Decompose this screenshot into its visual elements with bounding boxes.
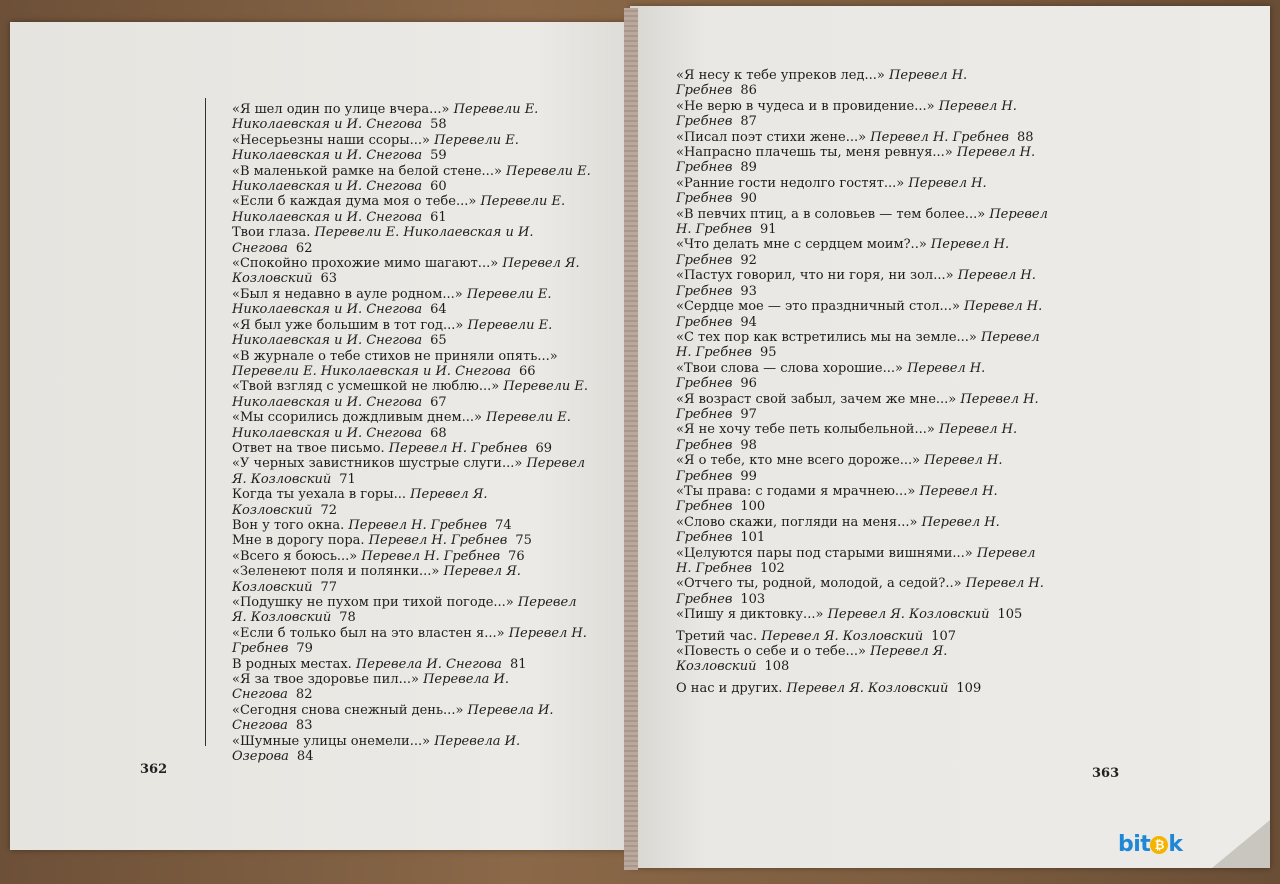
page-reference: 105 xyxy=(997,607,1023,623)
poem-title: «Спокойно прохожие мимо шагают...» xyxy=(232,256,499,272)
translator-credit: Перевели Е. Николаевская и И. Снегова xyxy=(232,194,566,225)
translator-credit: Перевели Е. Николаевская и И. Снегова xyxy=(232,317,553,349)
page-reference: 88 xyxy=(1016,129,1034,145)
translator-credit: Перевел Н. Гребнев xyxy=(676,206,1048,238)
watermark-text-suffix: k xyxy=(1168,832,1183,857)
translator-credit: Перевел Н. Гребнев xyxy=(232,625,587,657)
page-reference: 69 xyxy=(535,440,553,456)
toc-entry xyxy=(232,287,592,318)
toc-entry xyxy=(232,672,592,703)
poem-title: «Сегодня снова снежный день...» xyxy=(232,702,464,718)
poem-title: «Сердце мое — это праздничный стол...» xyxy=(676,299,960,315)
poem-title: «Был я недавно в ауле родном...» xyxy=(232,286,463,302)
toc-entry xyxy=(676,515,1048,546)
poem-title: «Напрасно плачешь ты, меня ревнуя...» xyxy=(676,145,953,161)
toc-entry xyxy=(676,546,1048,577)
toc-entry xyxy=(676,607,1048,622)
translator-credit: Перевел Н. Гребнев xyxy=(676,360,986,392)
page-reference: 75 xyxy=(515,533,532,549)
poem-title: Когда ты уехала в горы... xyxy=(232,487,406,503)
translator-credit: Перевели Е. Николаевская и И. Снегова xyxy=(232,286,552,318)
toc-entry xyxy=(676,207,1048,238)
poem-title: «Повесть о себе и о тебе...» xyxy=(676,644,866,660)
translator-credit: Перевела И. Снегова xyxy=(232,702,554,734)
page-reference: 65 xyxy=(430,333,447,349)
poem-title: «Я несу к тебе упреков лед...» xyxy=(676,68,885,83)
toc-entry xyxy=(232,533,592,548)
page-reference: 99 xyxy=(740,468,757,484)
translator-credit: Перевел Н. Гребнев xyxy=(870,129,1009,145)
page-reference: 67 xyxy=(430,394,447,410)
poem-title: «Что делать мне с сердцем моим?..» xyxy=(676,237,927,253)
poem-title: «В певчих птиц, а в соловьев — тем более...» xyxy=(676,206,986,222)
translator-credit: Перевел Н. Гребнев xyxy=(676,175,987,207)
poem-title: «В журнале о тебе стихов не приняли опять...» xyxy=(232,348,558,364)
toc-entry xyxy=(232,564,592,595)
toc-entry xyxy=(676,237,1048,268)
translator-credit: Перевел Н. Гребнев xyxy=(348,517,488,533)
poem-title: «Слово скажи, погляди на меня...» xyxy=(676,514,918,530)
translator-credit: Перевела И. Озерова xyxy=(232,733,521,765)
poem-title: «Шумные улицы онемели...» xyxy=(232,733,431,749)
translator-credit: Перевел Н. Гребнев xyxy=(676,422,1018,453)
translator-credit: Перевел Н. Гребнев xyxy=(676,98,1017,130)
toc-entry xyxy=(676,644,1048,675)
page-reference: 100 xyxy=(740,499,766,515)
toc-entry xyxy=(232,225,592,256)
translator-credit: Перевел Н. Гребнев xyxy=(676,237,1010,268)
page-reference: 82 xyxy=(295,687,313,703)
page-reference: 83 xyxy=(295,718,313,734)
translator-credit: Перевел Я. Козловский xyxy=(786,680,949,696)
toc-entry xyxy=(232,487,592,518)
page-reference: 90 xyxy=(740,191,757,207)
translator-credit: Перевели Е. Николаевская и И. Снегова xyxy=(232,379,589,410)
page-reference: 108 xyxy=(764,659,790,675)
page-reference: 109 xyxy=(956,680,982,696)
poem-title: «Я о тебе, кто мне всего дороже...» xyxy=(676,453,921,469)
page-reference: 76 xyxy=(508,548,525,564)
poem-title: «С тех пор как встретились мы на земле...» xyxy=(676,329,977,345)
poem-title: Мне в дорогу пора. xyxy=(232,533,365,549)
toc-entry xyxy=(232,518,592,533)
page-reference: 74 xyxy=(495,517,512,533)
page-reference: 102 xyxy=(759,561,785,576)
page-reference: 62 xyxy=(295,240,313,256)
page-reference: 71 xyxy=(339,471,356,487)
poem-title: «Всего я боюсь...» xyxy=(232,548,358,564)
translator-credit: Перевел Я. Козловский xyxy=(232,595,577,626)
poem-title: «Мы ссорились дождливым днем...» xyxy=(232,410,482,426)
translator-credit: Перевел Н. Гребнев xyxy=(676,483,998,515)
poem-title: «Зеленеют поля и полянки...» xyxy=(232,564,440,580)
translator-credit: Перевела И. Снегова xyxy=(355,656,502,672)
toc-entry xyxy=(232,256,592,287)
translator-credit: Перевел Н. Гребнев xyxy=(388,440,528,456)
toc-entry xyxy=(232,410,592,441)
toc-entry xyxy=(232,164,592,195)
translator-credit: Перевел Н. Гребнев xyxy=(361,548,501,564)
page-reference: 98 xyxy=(740,437,757,453)
toc-entry xyxy=(232,441,592,456)
page-reference: 77 xyxy=(320,579,337,595)
poem-title: «Писал поэт стихи жене...» xyxy=(676,129,867,145)
page-reference: 61 xyxy=(430,209,447,225)
book-spine xyxy=(624,8,638,870)
translator-credit: Перевели Е. Николаевская и И. Снегова xyxy=(232,163,591,195)
poem-title: «Несерьезны наши ссоры...» xyxy=(232,132,430,148)
poem-title: «Твои слова — слова хорошие...» xyxy=(676,360,903,376)
translator-credit: Перевела И. Снегова xyxy=(232,672,510,703)
poem-title: «Ты права: с годами я мрачнею...» xyxy=(676,483,916,499)
page-reference: 96 xyxy=(740,376,757,392)
toc-entry xyxy=(676,629,1048,644)
page-reference: 97 xyxy=(740,406,757,422)
margin-rule xyxy=(205,98,206,746)
page-reference: 84 xyxy=(296,749,314,765)
page-reference: 92 xyxy=(740,252,757,268)
right-table-of-contents xyxy=(676,68,1048,696)
translator-credit: Перевел Н. Гребнев xyxy=(676,268,1036,299)
poem-title: «Твой взгляд с усмешкой не люблю...» xyxy=(232,379,500,395)
page-reference: 91 xyxy=(759,222,777,238)
page-reference: 79 xyxy=(296,641,313,657)
poem-title: «Я возраст свой забыл, зачем же мне...» xyxy=(676,391,957,407)
translator-credit: Перевел Н. Гребнев xyxy=(676,545,1036,576)
translator-credit: Перевел Н. Гребнев xyxy=(676,145,1036,176)
translator-credit: Перевел Я. Козловский xyxy=(232,487,488,518)
translator-credit: Перевел Я. Козловский xyxy=(827,607,990,623)
translator-credit: Перевели Е. Николаевская и И. Снегова xyxy=(232,132,519,164)
toc-entry xyxy=(676,176,1048,207)
toc-entry xyxy=(232,102,592,133)
poem-title: «Пастух говорил, что ни горя, ни зол...» xyxy=(676,268,954,284)
page-reference: 68 xyxy=(430,425,447,441)
toc-entry xyxy=(232,133,592,164)
page-reference: 78 xyxy=(339,610,356,626)
poem-title: «Я был уже большим в тот год...» xyxy=(232,317,464,333)
poem-title: О нас и других. xyxy=(676,680,783,696)
toc-entry xyxy=(676,268,1048,299)
page-reference: 64 xyxy=(430,302,447,318)
page-reference: 59 xyxy=(430,148,447,164)
toc-entry xyxy=(676,361,1048,392)
translator-credit: Перевел Н. Гребнев xyxy=(676,576,1044,607)
poem-title: Твои глаза. xyxy=(232,225,311,241)
poem-title: Вон у того окна. xyxy=(232,517,345,533)
translator-credit: Перевели Е. Николаевская и И. Снегова xyxy=(232,410,571,441)
translator-credit: Перевел Н. Гребнев xyxy=(676,329,1040,361)
watermark-logo xyxy=(1118,832,1182,857)
poem-title: «В маленькой рамке на белой стене...» xyxy=(232,163,502,179)
toc-entry xyxy=(232,595,592,626)
left-page-number: 362 xyxy=(140,762,168,777)
translator-credit: Перевел Я. Козловский xyxy=(232,456,586,487)
page-reference: 81 xyxy=(509,656,527,672)
poem-title: «Подушку не пухом при тихой погоде...» xyxy=(232,595,514,610)
page-reference: 66 xyxy=(519,363,536,379)
translator-credit: Перевели Е. Николаевская и И. Снегова xyxy=(232,225,534,256)
translator-credit: Перевел Н. Гребнев xyxy=(368,533,508,549)
toc-entry xyxy=(232,657,592,672)
toc-entry xyxy=(676,576,1048,607)
poem-title: «Если б каждая дума моя о тебе...» xyxy=(232,194,477,210)
watermark-coin-icon: ₿ xyxy=(1150,836,1168,854)
page-reference: 87 xyxy=(740,114,757,130)
poem-title: «Пишу я диктовку...» xyxy=(676,607,824,623)
toc-entry xyxy=(232,703,592,734)
toc-entry xyxy=(676,68,1048,99)
page-reference: 107 xyxy=(931,628,956,644)
page-reference: 63 xyxy=(320,271,337,287)
toc-entry xyxy=(676,392,1048,423)
toc-entry xyxy=(232,734,592,765)
translator-credit: Перевел Н. Гребнев xyxy=(676,514,1000,546)
toc-entry xyxy=(676,681,1048,696)
translator-credit: Перевел Н. Гребнев xyxy=(676,391,1039,422)
translator-credit: Перевел Н. Гребнев xyxy=(676,299,1043,330)
toc-entry xyxy=(676,422,1048,453)
translator-credit: Перевел Н. Гребнев xyxy=(676,68,968,99)
page-reference: 58 xyxy=(430,117,447,133)
page-reference: 86 xyxy=(740,83,757,99)
left-table-of-contents xyxy=(232,102,592,764)
toc-entry xyxy=(232,549,592,564)
watermark-text-prefix: bit xyxy=(1118,832,1151,857)
toc-entry xyxy=(232,349,592,380)
page-reference: 60 xyxy=(430,179,447,195)
poem-title: «У черных завистников шустрые слуги...» xyxy=(232,456,523,472)
poem-title: «Не верю в чудеса и в провидение...» xyxy=(676,98,935,114)
translator-credit: Перевел Я. Козловский xyxy=(232,256,580,287)
toc-entry xyxy=(232,456,592,487)
toc-entry xyxy=(232,379,592,410)
page-reference: 95 xyxy=(759,345,777,361)
poem-title: «Целуются пары под старыми вишнями...» xyxy=(676,545,973,561)
poem-title: Ответ на твое письмо. xyxy=(232,440,385,456)
translator-credit: Перевели Е. Николаевская и И. Снегова xyxy=(232,102,539,133)
page-reference: 72 xyxy=(320,502,337,518)
translator-credit: Перевел Н. Гребнев xyxy=(676,453,1003,484)
poem-title: «Я шел один по улице вчера...» xyxy=(232,102,450,117)
toc-entry xyxy=(676,484,1048,515)
toc-entry xyxy=(676,330,1048,361)
poem-title: Третий час. xyxy=(676,628,758,644)
page-reference: 89 xyxy=(740,160,757,176)
page-reference: 103 xyxy=(740,591,766,607)
right-page-number: 363 xyxy=(1092,766,1120,781)
translator-credit: Перевел Я. Козловский xyxy=(232,564,521,595)
toc-entry xyxy=(676,99,1048,130)
poem-title: «Ранние гости недолго гостят...» xyxy=(676,175,905,191)
poem-title: «Отчего ты, родной, молодой, а седой?..» xyxy=(676,576,962,592)
page-reference: 94 xyxy=(740,314,757,330)
poem-title: «Я за твое здоровье пил...» xyxy=(232,672,419,688)
page-curl-decoration xyxy=(1212,820,1270,868)
poem-title: В родных местах. xyxy=(232,656,352,672)
poem-title: «Если б только был на это властен я...» xyxy=(232,625,505,641)
page-reference: 101 xyxy=(740,530,766,546)
page-reference: 93 xyxy=(740,283,757,299)
toc-entry xyxy=(676,145,1048,176)
toc-entry xyxy=(676,299,1048,330)
toc-entry xyxy=(232,626,592,657)
translator-credit: Перевел Я. Козловский xyxy=(761,628,924,644)
translator-credit: Перевели Е. Николаевская и И. Снегова xyxy=(232,363,511,379)
toc-entry xyxy=(676,453,1048,484)
toc-entry xyxy=(232,318,592,349)
poem-title: «Я не хочу тебе петь колыбельной...» xyxy=(676,422,935,438)
toc-entry xyxy=(232,194,592,225)
translator-credit: Перевел Я. Козловский xyxy=(676,644,948,675)
toc-entry xyxy=(676,130,1048,145)
